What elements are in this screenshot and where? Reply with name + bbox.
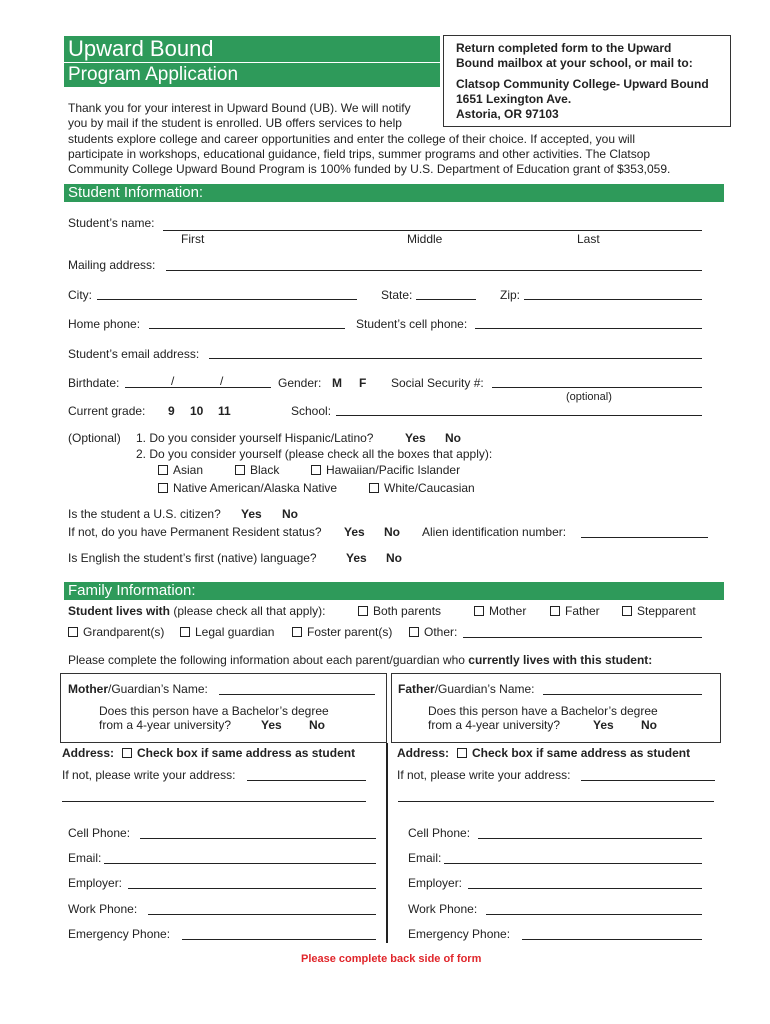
father-cell-label: Cell Phone:	[408, 826, 471, 840]
student-section-title: Student Information:	[64, 184, 724, 202]
address-line-3: Astoria, OR 97103	[456, 107, 559, 121]
race-question: 2. Do you consider yourself (please check all the boxes that apply):	[136, 447, 493, 461]
checkbox-icon[interactable]	[122, 748, 132, 758]
father-address-label: Address:	[397, 746, 450, 760]
lives-father-option[interactable]	[550, 604, 600, 618]
grade-10-option[interactable]: 10	[190, 404, 204, 418]
mother-name-label	[68, 682, 208, 696]
middle-caption: Middle	[407, 232, 443, 246]
address-line-2: 1651 Lexington Ave.	[456, 92, 572, 106]
last-caption: Last	[577, 232, 600, 246]
birthdate-label: Birthdate:	[68, 376, 120, 390]
optional-prefix: (Optional)	[68, 431, 121, 445]
english-yes-option[interactable]: Yes	[346, 551, 367, 565]
father-employer-input[interactable]	[468, 888, 702, 889]
checkbox-icon[interactable]	[550, 606, 560, 616]
ssn-label: Social Security #:	[391, 376, 484, 390]
zip-label: Zip:	[500, 288, 521, 302]
checkbox-icon[interactable]	[180, 627, 190, 637]
checkbox-icon[interactable]	[358, 606, 368, 616]
father-address-input-1[interactable]	[581, 780, 715, 781]
mother-employer-input[interactable]	[128, 888, 376, 889]
title-line-2: Program Application	[64, 63, 440, 87]
other-label: Other:	[424, 625, 458, 639]
father-name-label	[398, 682, 535, 696]
intro-line-4: participate in workshops, educational guidance, field trips, summer programs and other activities. The Clatsop	[68, 147, 651, 161]
other-input[interactable]	[463, 637, 702, 638]
mailing-address-label: Mailing address:	[68, 258, 156, 272]
lives-other-option[interactable]	[409, 625, 457, 639]
resident-no-option[interactable]: No	[384, 525, 400, 539]
grade-9-option[interactable]: 9	[168, 404, 175, 418]
legal-guardian-label: Legal guardian	[195, 625, 275, 639]
race-native-label: Native American/Alaska Native	[173, 481, 338, 495]
mother-same-address-label: Check box if same address as student	[137, 746, 356, 760]
mother-degree-no[interactable]: No	[309, 718, 325, 732]
foster-label: Foster parent(s)	[307, 625, 393, 639]
ssn-input[interactable]	[492, 387, 702, 388]
title-line-1: Upward Bound	[64, 36, 440, 62]
mother-name-rest: /Guardian’s Name:	[108, 682, 208, 696]
father-emergency-label: Emergency Phone:	[408, 927, 511, 941]
father-degree-q2: from a 4-year university?	[428, 718, 561, 732]
birthdate-input[interactable]	[125, 387, 271, 388]
father-name-input[interactable]	[543, 694, 702, 695]
mother-bold: Mother	[68, 682, 108, 696]
address-line-1: Clatsop Community College- Upward Bound	[456, 77, 709, 91]
lives-with-label	[68, 604, 325, 618]
race-hawaiian-label: Hawaiian/Pacific Islander	[326, 463, 461, 477]
birthdate-slash-2: /	[220, 374, 224, 388]
father-same-address-label: Check box if same address as student	[472, 746, 691, 760]
resident-yes-option[interactable]: Yes	[344, 525, 365, 539]
father-address-input-2[interactable]	[398, 801, 714, 802]
birthdate-slash-1: /	[171, 374, 175, 388]
citizen-yes-option[interactable]: Yes	[241, 507, 262, 521]
mother-cell-input[interactable]	[140, 838, 376, 839]
father-email-label: Email:	[408, 851, 442, 865]
citizen-no-option[interactable]: No	[282, 507, 298, 521]
mother-degree-q1: Does this person have a Bachelor’s degree	[99, 704, 329, 718]
checkbox-icon[interactable]	[235, 465, 245, 475]
mother-name-input[interactable]	[219, 694, 375, 695]
checkbox-icon[interactable]	[68, 627, 78, 637]
city-label: City:	[68, 288, 92, 302]
return-line-1: Return completed form to the Upward	[456, 41, 672, 55]
race-hawaiian-option[interactable]	[311, 463, 460, 477]
city-input[interactable]	[97, 299, 357, 300]
lives-foster-option[interactable]	[292, 625, 392, 639]
intro-line-1: Thank you for your interest in Upward Bound (UB). We will notify	[68, 101, 411, 115]
english-no-option[interactable]: No	[386, 551, 402, 565]
mother-address-input-1[interactable]	[247, 780, 366, 781]
checkbox-icon[interactable]	[474, 606, 484, 616]
instruction-bold: currently lives with this student:	[468, 653, 653, 667]
student-name-input[interactable]	[163, 230, 702, 231]
lives-both-parents-option[interactable]	[358, 604, 441, 618]
lives-with-bold: Student lives with	[68, 604, 171, 618]
intro-line-5: Community College Upward Bound Program is 100% funded by U.S. Department of Education grant of $353,059.	[68, 162, 671, 176]
mother-employer-label: Employer:	[68, 876, 123, 890]
instruction-plain: Please complete the following information about each parent/guardian who	[68, 653, 469, 667]
first-caption: First	[181, 232, 205, 246]
mother-option-label: Mother	[489, 604, 527, 618]
alien-id-input[interactable]	[581, 537, 708, 538]
mailing-address-input[interactable]	[166, 270, 702, 271]
mother-email-input[interactable]	[104, 863, 376, 864]
state-label: State:	[381, 288, 413, 302]
grade-11-option[interactable]: 11	[218, 404, 231, 418]
citizen-question: Is the student a U.S. citizen?	[68, 507, 221, 521]
father-email-input[interactable]	[444, 863, 702, 864]
parent-instruction	[68, 653, 652, 667]
ssn-optional-note: (optional)	[566, 391, 612, 403]
cell-phone-input[interactable]	[475, 328, 702, 329]
stepparent-option-label: Stepparent	[637, 604, 696, 618]
both-parents-label: Both parents	[373, 604, 442, 618]
home-phone-label: Home phone:	[68, 317, 141, 331]
intro-line-3: students explore college and career opportunities and enter the college of their choice. If accepted, you will	[68, 132, 636, 146]
race-white-option[interactable]	[369, 481, 475, 495]
father-option-label: Father	[565, 604, 600, 618]
father-name-rest: /Guardian’s Name:	[434, 682, 535, 696]
father-work-phone-input[interactable]	[486, 914, 702, 915]
checkbox-icon[interactable]	[369, 483, 379, 493]
race-black-option[interactable]	[235, 463, 279, 477]
hispanic-yes-option[interactable]: Yes	[405, 431, 426, 445]
school-label: School:	[291, 404, 332, 418]
return-line-2: Bound mailbox at your school, or mail to:	[456, 56, 693, 70]
father-employer-label: Employer:	[408, 876, 463, 890]
mother-degree-yes[interactable]: Yes	[261, 718, 282, 732]
checkbox-icon[interactable]	[158, 483, 168, 493]
father-if-not-address: If not, please write your address:	[397, 768, 571, 782]
mother-work-phone-input[interactable]	[148, 914, 376, 915]
email-label: Student’s email address:	[68, 347, 200, 361]
father-degree-q1: Does this person have a Bachelor’s degree	[428, 704, 658, 718]
mother-work-phone-label: Work Phone:	[68, 902, 138, 916]
cell-phone-label: Student’s cell phone:	[356, 317, 468, 331]
mother-address-input-2[interactable]	[62, 801, 366, 802]
father-same-address-option[interactable]	[457, 746, 690, 760]
lives-with-rest: (please check all that apply):	[173, 604, 326, 618]
father-cell-input[interactable]	[478, 838, 702, 839]
resident-question: If not, do you have Permanent Resident status?	[68, 525, 322, 539]
english-question: Is English the student’s first (native) language?	[68, 551, 317, 565]
lives-grandparent-option[interactable]	[68, 625, 164, 639]
student-name-label: Student’s name:	[68, 216, 155, 230]
zip-input[interactable]	[524, 299, 702, 300]
gender-f-option[interactable]: F	[359, 376, 367, 390]
mother-email-label: Email:	[68, 851, 102, 865]
hispanic-no-option[interactable]: No	[445, 431, 461, 445]
father-degree-yes[interactable]: Yes	[593, 718, 614, 732]
checkbox-icon[interactable]	[457, 748, 467, 758]
lives-legal-guardian-option[interactable]	[180, 625, 274, 639]
intro-line-2: you by mail if the student is enrolled. UB offers services to help	[68, 116, 402, 130]
checkbox-icon[interactable]	[409, 627, 419, 637]
column-divider	[386, 743, 388, 943]
state-input[interactable]	[416, 299, 476, 300]
alien-id-label: Alien identification number:	[422, 525, 567, 539]
home-phone-input[interactable]	[149, 328, 345, 329]
mother-degree-q2: from a 4-year university?	[99, 718, 232, 732]
mother-cell-label: Cell Phone:	[68, 826, 131, 840]
father-bold: Father	[398, 682, 435, 696]
back-side-notice: Please complete back side of form	[301, 953, 482, 965]
lives-mother-option[interactable]	[474, 604, 526, 618]
checkbox-icon[interactable]	[622, 606, 632, 616]
school-input[interactable]	[336, 415, 702, 416]
race-native-option[interactable]	[158, 481, 337, 495]
hispanic-question: 1. Do you consider yourself Hispanic/Latino?	[136, 431, 374, 445]
mother-same-address-option[interactable]	[122, 746, 355, 760]
race-black-label: Black	[250, 463, 280, 477]
mother-emergency-label: Emergency Phone:	[68, 927, 171, 941]
mother-address-label: Address:	[62, 746, 115, 760]
father-work-phone-label: Work Phone:	[408, 902, 478, 916]
family-section-title: Family Information:	[64, 582, 724, 600]
checkbox-icon[interactable]	[292, 627, 302, 637]
mother-if-not-address: If not, please write your address:	[62, 768, 236, 782]
grandparent-label: Grandparent(s)	[83, 625, 165, 639]
father-emergency-input[interactable]	[522, 939, 702, 940]
grade-label: Current grade:	[68, 404, 146, 418]
race-white-label: White/Caucasian	[384, 481, 475, 495]
gender-label: Gender:	[278, 376, 322, 390]
checkbox-icon[interactable]	[158, 465, 168, 475]
father-degree-no[interactable]: No	[641, 718, 657, 732]
race-asian-label: Asian	[173, 463, 204, 477]
email-input[interactable]	[209, 358, 702, 359]
race-asian-option[interactable]	[158, 463, 203, 477]
gender-m-option[interactable]: M	[332, 376, 342, 390]
mother-emergency-input[interactable]	[182, 939, 376, 940]
checkbox-icon[interactable]	[311, 465, 321, 475]
lives-stepparent-option[interactable]	[622, 604, 696, 618]
